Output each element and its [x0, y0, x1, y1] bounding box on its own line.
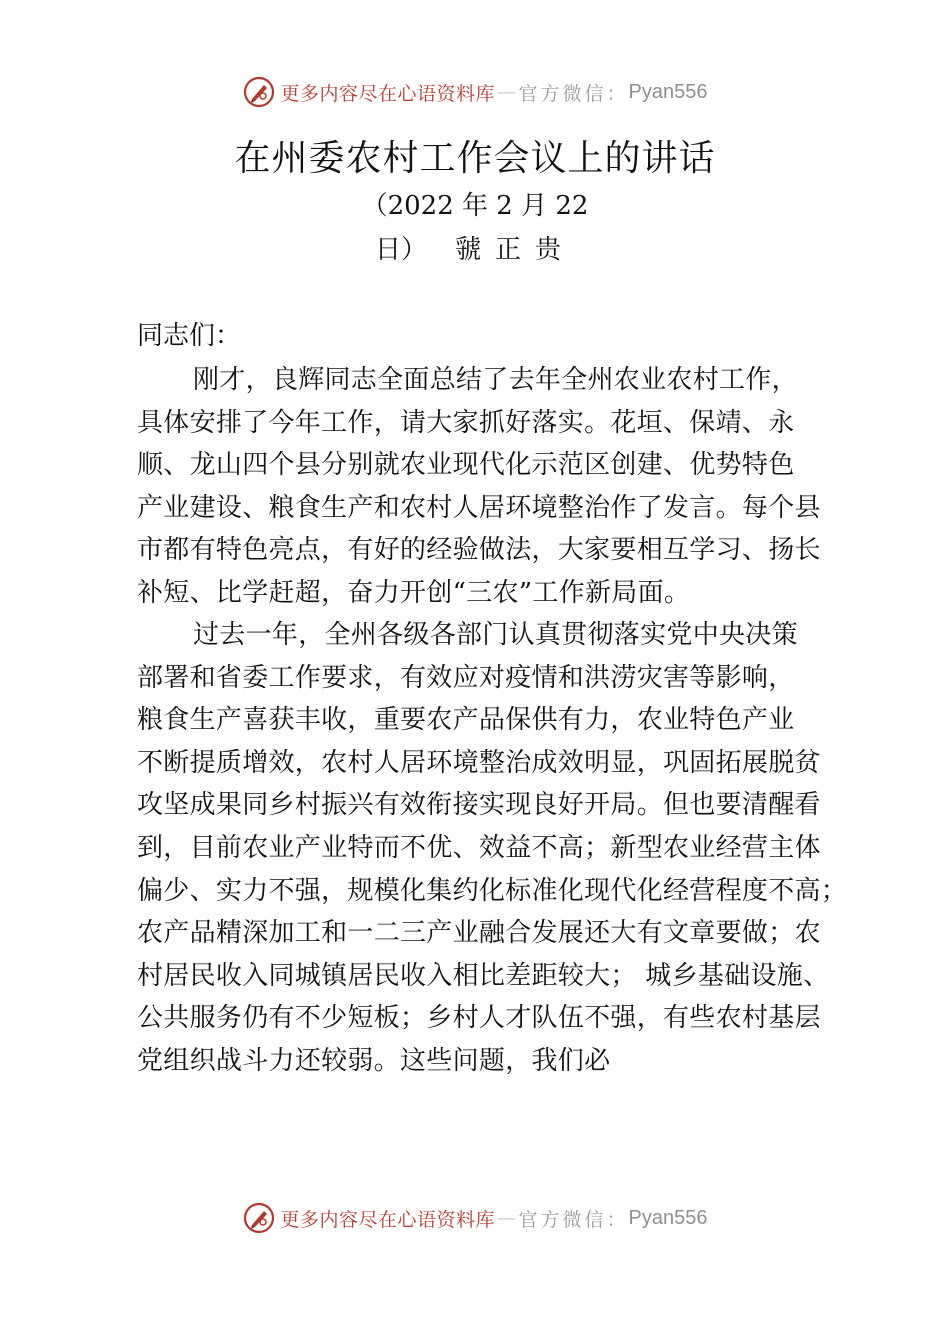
pen-logo-icon	[243, 76, 275, 108]
document-title: 在州委农村工作会议上的讲话	[234, 138, 716, 179]
document-speaker-line	[0, 230, 950, 270]
watermark-text: 更多内容尽在心语资料库	[280, 82, 496, 105]
paragraph-line: 具体安排了今年工作，请大家抓好落实。花垣、保靖、永	[137, 407, 795, 438]
speaker-name: 虢正贵	[455, 235, 576, 265]
watermark-wechat-label: 官方微信：	[518, 1208, 629, 1231]
watermark-wechat-label: 官方微信：	[518, 82, 629, 105]
watermark-wechat-id: Pyan556	[628, 1206, 708, 1229]
watermark-text: 更多内容尽在心语资料库	[280, 1208, 496, 1231]
paragraph-line: 产业建设、粮食生产和农村人居环境整治作了发言。每个县	[137, 492, 821, 523]
paragraph-line: 粮食生产喜获丰收，重要农产品保供有力，农业特色产业	[137, 705, 795, 736]
paragraph-line: 攻坚成果同乡村振兴有效衔接实现良好开局。但也要清醒看	[137, 790, 821, 821]
paragraph-line: 党组织战斗力还较弱。这些问题，我们必	[137, 1045, 611, 1076]
pen-logo-icon	[243, 1202, 275, 1234]
paragraph-line: 到，目前农业产业特而不优、效益不高；新型农业经营主体	[137, 832, 821, 863]
paragraph-line: 村居民收入同城镇居民收入相比差距较大； 城乡基础设施、	[137, 960, 830, 991]
paragraph-line: 部署和省委工作要求，有效应对疫情和洪涝灾害等影响，	[137, 662, 795, 693]
document-dateline: （2022 年 2 月 22	[361, 191, 589, 221]
watermark-separator: —	[497, 81, 517, 103]
speaker-prefix: 日）	[374, 235, 427, 265]
watermark-separator: —	[497, 1207, 517, 1229]
paragraph-line: 偏少、实力不强，规模化集约化标准化现代化经营程度不高；	[137, 875, 848, 906]
watermark-wechat-id: Pyan556	[628, 80, 708, 103]
paragraph-line: 补短、比学赶超，奋力开创“三农”工作新局面。	[137, 577, 691, 608]
paragraph-1	[137, 359, 897, 615]
paragraph-line: 市都有特色亮点，有好的经验做法，大家要相互学习、扬长	[137, 535, 821, 566]
paragraph-line: 农产品精深加工和一二三产业融合发展还大有文章要做；农	[137, 918, 821, 949]
paragraph-line: 顺、龙山四个县分别就农业现代化示范区创建、优势特色	[137, 450, 795, 481]
paragraph-2	[137, 614, 897, 1083]
salutation: 同志们：	[137, 321, 242, 351]
paragraph-line: 过去一年，全州各级各部门认真贯彻落实党中央决策	[193, 620, 798, 650]
watermark-banner-top	[0, 72, 950, 112]
paragraph-line: 公共服务仍有不少短板；乡村人才队伍不强，有些农村基层	[137, 1003, 821, 1034]
paragraph-line: 不断提质增效，农村人居环境整治成效明显，巩固拓展脱贫	[137, 747, 821, 778]
watermark-banner-bottom	[0, 1198, 950, 1238]
paragraph-line: 刚才，良辉同志全面总结了去年全州农业农村工作，	[193, 365, 798, 395]
